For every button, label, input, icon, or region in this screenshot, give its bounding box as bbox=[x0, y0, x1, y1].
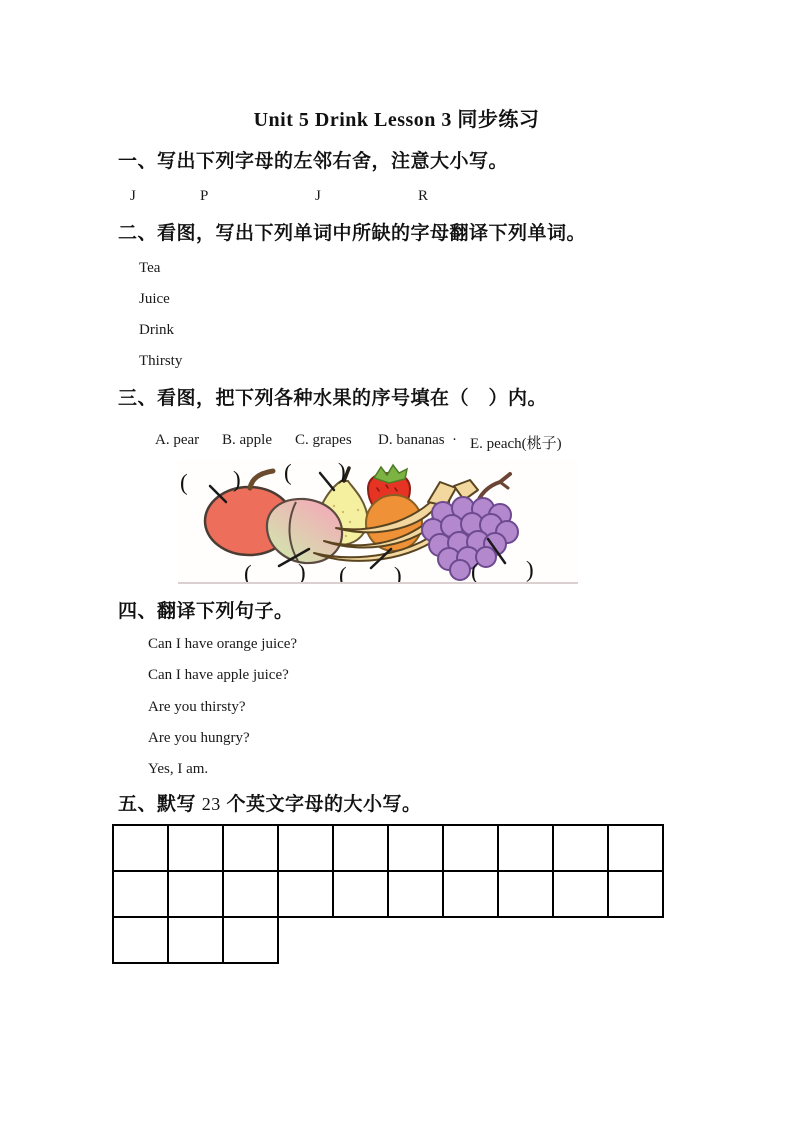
fruit-option-d: D. bananas bbox=[378, 432, 445, 448]
word-item-drink: Drink bbox=[139, 322, 174, 338]
letter-grid bbox=[112, 824, 664, 964]
grid-cell bbox=[113, 825, 168, 871]
sentence-2: Can I have apple juice? bbox=[148, 667, 289, 683]
word-item-thirsty: Thirsty bbox=[139, 353, 183, 369]
answer-slot-grapes-open: ( bbox=[471, 559, 479, 582]
section-1-heading: 一、写出下列字母的左邻右舍，注意大小写。 bbox=[118, 151, 509, 172]
grid-cell bbox=[333, 871, 388, 917]
sentence-3: Are you thirsty? bbox=[148, 699, 246, 715]
word-item-tea: Tea bbox=[139, 260, 161, 276]
answer-slot-apple-close: ) bbox=[233, 467, 241, 492]
section-3-heading: 三、看图，把下列各种水果的序号填在（ ）内。 bbox=[118, 388, 548, 409]
fruit-option-a: A. pear bbox=[155, 432, 200, 448]
grid-cell bbox=[168, 871, 223, 917]
letter-hint-3: J bbox=[315, 188, 321, 204]
answer-slot-pear-close: ) bbox=[338, 460, 346, 484]
fruit-option-e: E. peach(桃子) bbox=[470, 436, 562, 452]
grid-cell bbox=[498, 825, 553, 871]
sentence-5: Yes, I am. bbox=[148, 761, 209, 777]
grid-cell bbox=[113, 917, 168, 963]
grid-cell bbox=[388, 871, 443, 917]
answer-slot-pear-open: ( bbox=[284, 460, 292, 485]
grid-cell bbox=[553, 825, 608, 871]
grid-cell bbox=[443, 871, 498, 917]
letter-grid-body bbox=[113, 825, 663, 963]
answer-slot-apple-open: ( bbox=[180, 470, 188, 495]
section-4-heading: 四、翻译下列句子。 bbox=[118, 601, 294, 622]
answer-slot-peach-close: ) bbox=[298, 560, 306, 582]
letter-hint-4: R bbox=[418, 188, 429, 204]
letter-hint-1: J bbox=[130, 188, 136, 204]
page-title: Unit 5 Drink Lesson 3 同步练习 bbox=[253, 109, 540, 131]
grid-cell bbox=[333, 825, 388, 871]
grid-cell bbox=[223, 871, 278, 917]
peach-icon bbox=[267, 499, 342, 563]
fruit-illustration bbox=[178, 460, 578, 584]
letter-hint-2: P bbox=[200, 188, 209, 204]
section-5-heading-suffix: 个英文字母的大小写。 bbox=[220, 794, 422, 815]
answer-slot-banana-open: ( bbox=[339, 563, 347, 582]
sentence-4: Are you hungry? bbox=[148, 730, 250, 746]
grid-cell bbox=[278, 871, 333, 917]
answer-slot-peach-open: ( bbox=[244, 561, 252, 582]
fruit-option-c: C. grapes bbox=[295, 432, 352, 448]
grid-cell bbox=[168, 825, 223, 871]
grid-cell bbox=[553, 871, 608, 917]
section-5-heading-prefix: 五、默写 bbox=[118, 794, 202, 815]
grid-cell bbox=[443, 825, 498, 871]
grid-cell bbox=[498, 871, 553, 917]
answer-slot-banana-close: ) bbox=[394, 563, 402, 582]
section-2-heading: 二、看图，写出下列单词中所缺的字母翻译下列单词。 bbox=[118, 223, 587, 244]
fruit-option-b: B. apple bbox=[222, 432, 272, 448]
grid-cell bbox=[388, 825, 443, 871]
grid-cell bbox=[113, 871, 168, 917]
grid-cell bbox=[223, 825, 278, 871]
grid-cell bbox=[223, 917, 278, 963]
option-separator-dot: · bbox=[452, 432, 457, 448]
answer-slot-grapes-close: ) bbox=[526, 557, 534, 582]
grid-cell bbox=[608, 825, 663, 871]
fruit-illustration-svg bbox=[178, 460, 578, 582]
grid-cell bbox=[278, 825, 333, 871]
grid-cell bbox=[168, 917, 223, 963]
section-5-heading-number: 23 bbox=[201, 794, 221, 814]
sentence-1: Can I have orange juice? bbox=[148, 636, 298, 652]
word-item-juice: Juice bbox=[139, 291, 170, 307]
section-5-heading bbox=[118, 789, 422, 816]
grid-cell bbox=[608, 871, 663, 917]
